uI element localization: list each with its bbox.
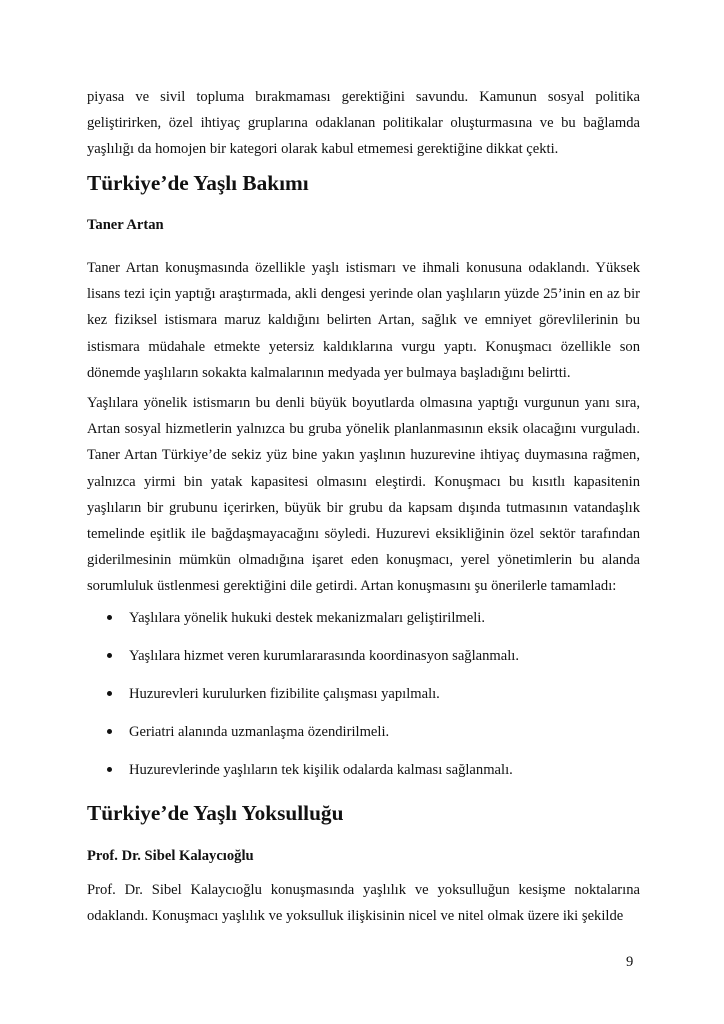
- section1-paragraph-1: Taner Artan konuşmasında özellikle yaşlı istismarı ve ihmali konusuna odaklandı. Yüksek lisans tezi için yaptığı araştırmada, akli dengesi yerinde olan yaşlıların yüzde 25’inin en az bir kez fiziksel istismara maruz kaldığını belirten Artan, sağlık ve emniyet görevlilerinin bu istismara müdahale etmekte yetersiz kaldıklarına vurgu yaptı. Konuşmacı özellikle son dönemde yaşlıların sokakta kalmalarının medyada yer bulmaya başladığını belirtti.: [87, 260, 640, 381]
- intro-paragraph: piyasa ve sivil topluma bırakmaması gerektiğini savundu. Kamunun sosyal politika geliştirirken, özel ihtiyaç gruplarına odaklanan politikalar oluşturmasına ve bu bağlamda yaşlılığı da homojen bir kategori olarak kabul etmemesi gerektiğine dikkat çekti.: [87, 89, 640, 158]
- bullet-icon: [107, 615, 112, 620]
- section-heading-elderly-care: Türkiye’de Yaşlı Bakımı: [87, 171, 309, 195]
- section2-paragraph-1: Prof. Dr. Sibel Kalaycıoğlu konuşmasında yaşlılık ve yoksulluğun kesişme noktalarına odaklandı. Konuşmacı yaşlılık ve yoksulluk ilişkisinin nicel ve nitel olmak üzere iki şekilde: [87, 882, 640, 925]
- section-heading-elderly-poverty: Türkiye’de Yaşlı Yoksulluğu: [87, 801, 344, 825]
- bullet-icon: [107, 653, 112, 658]
- speaker-name-taner-artan: Taner Artan: [87, 217, 164, 233]
- bullet-icon: [107, 691, 112, 696]
- page-number: 9: [626, 954, 634, 970]
- bullet-icon: [107, 767, 112, 772]
- section1-paragraph-2: Yaşlılara yönelik istismarın bu denli büyük boyutlarda olmasına yaptığı vurgunun yanı sıra, Artan sosyal hizmetlerin yalnızca bu gruba yönelik planlanmasının eksik olacağını vurguladı. Taner Artan Türkiye’de sekiz yüz bine yakın yaşlının huzurevine ihtiyaç duymasına rağmen, yalnızca yirmi bin yatak kapasitesi olmasını eleştirdi. Konuşmacı bu kısıtlı kapasitenin yaşlıların bir grubunu içerirken, büyük bir grubu da kapsam dışında tutmasının vatandaşlık temelinde eşitlik ile bağdaşmayacağını söyledi. Huzurevi eksikliğinin özel sektör tarafından giderilmesinin mümkün olmadığına işaret eden konuşmacı, yerel yönetimlerin bu alanda sorumluluk üstlenmesi gerektiğini dile getirdi. Artan konuşmasını şu önerilerle tamamladı:: [87, 395, 640, 595]
- speaker-name-sibel-kalaycioglu: Prof. Dr. Sibel Kalaycıoğlu: [87, 848, 254, 864]
- bullet-icon: [107, 729, 112, 734]
